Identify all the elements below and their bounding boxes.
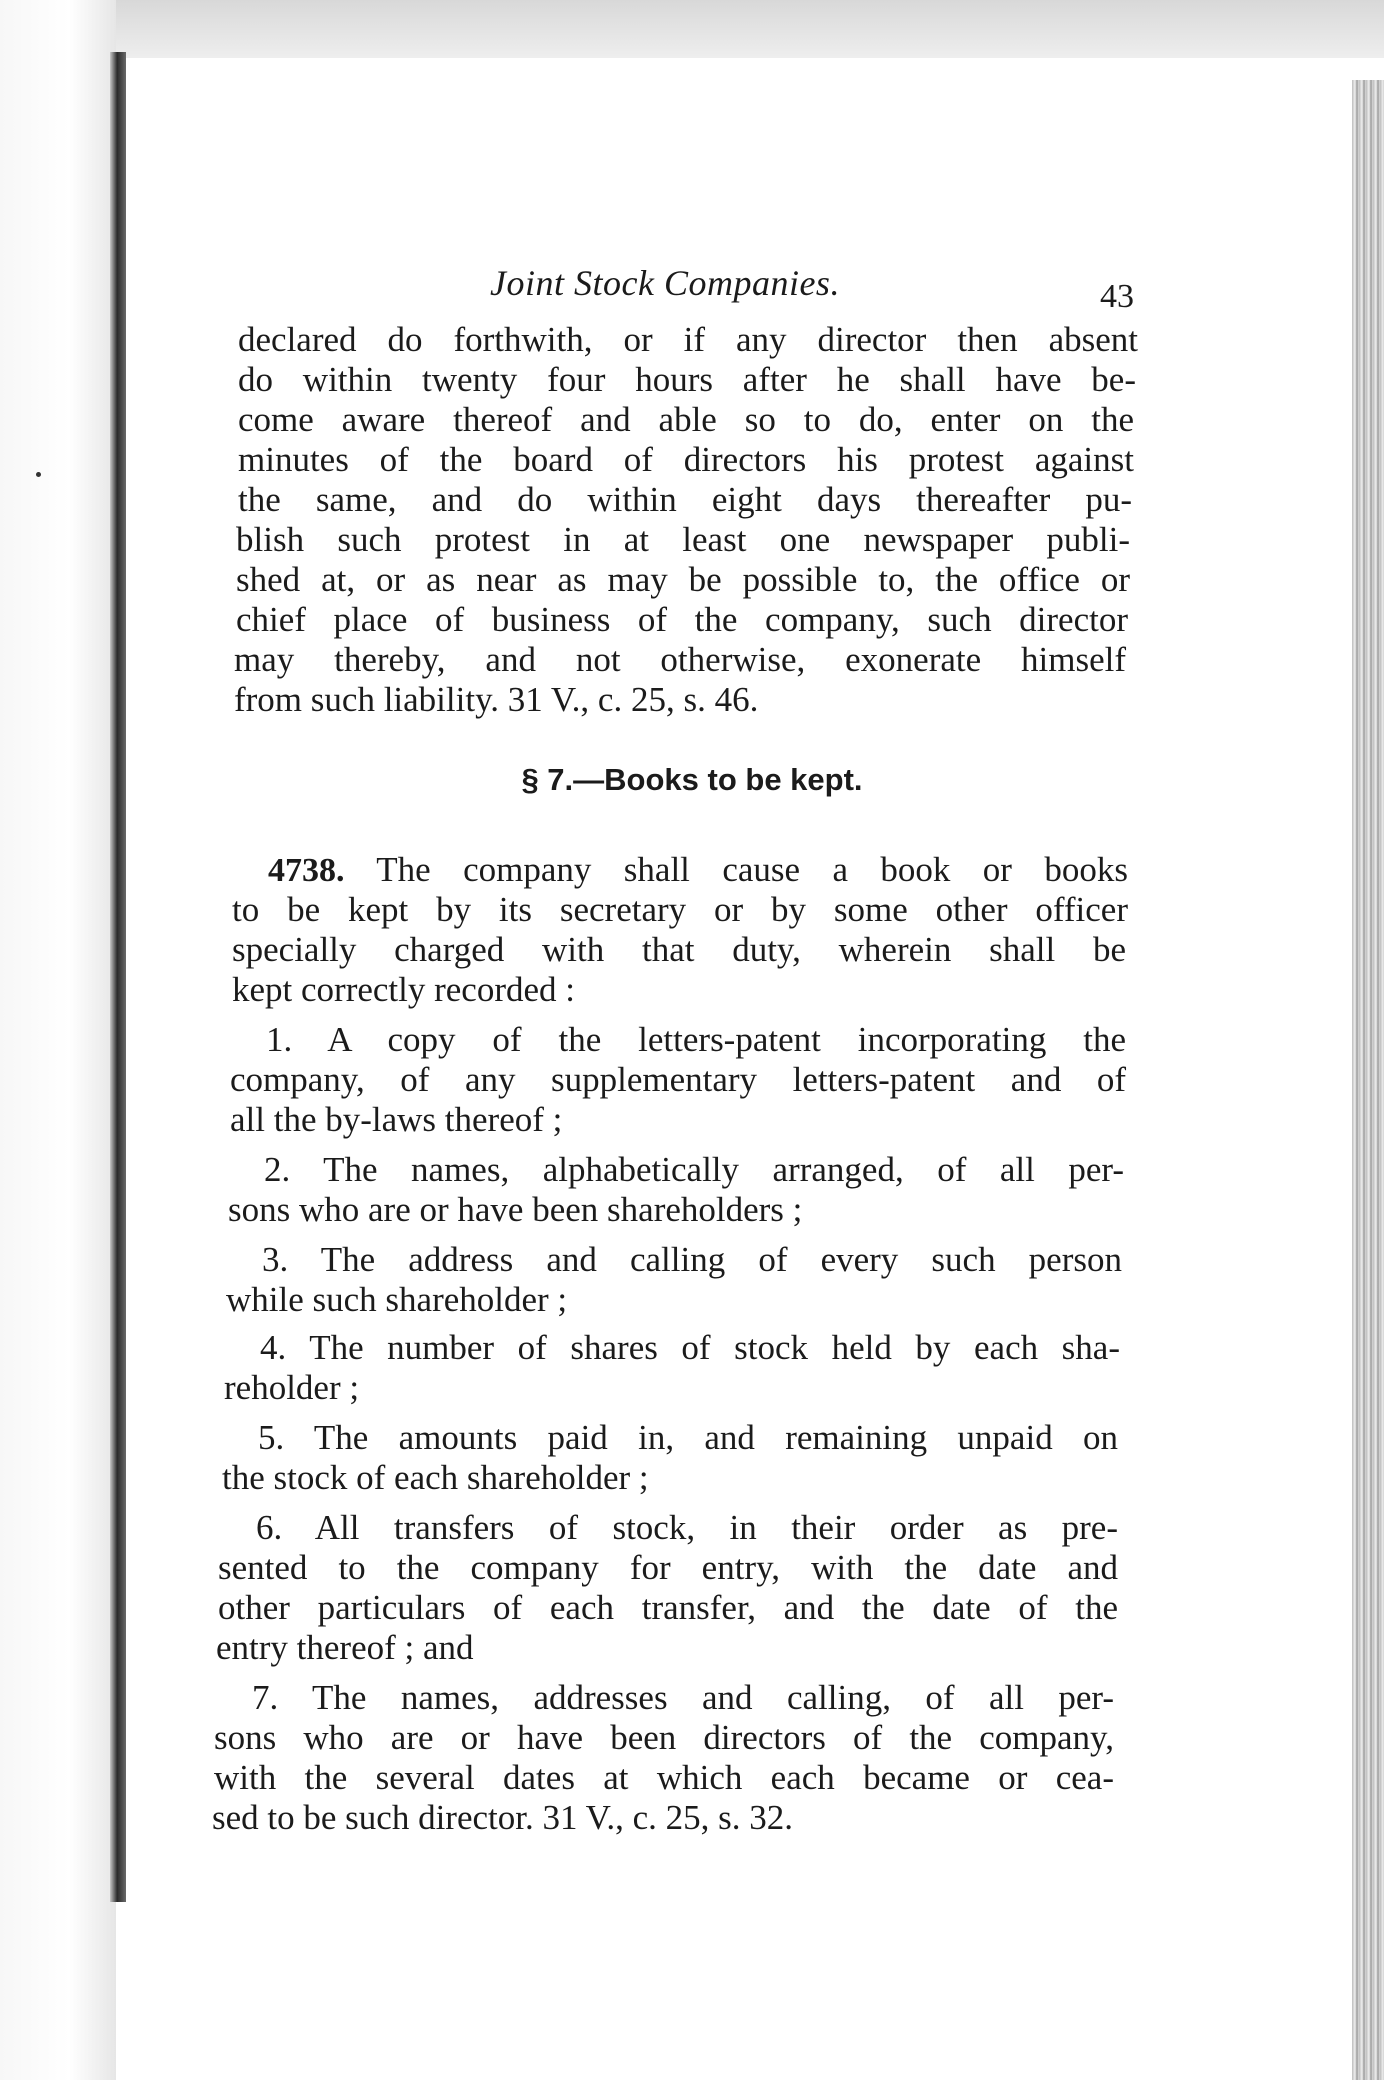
margin-speck — [36, 472, 41, 477]
text-line: specially charged with that duty, wherein shall be — [232, 930, 1126, 969]
page-number: 43 — [1100, 278, 1134, 315]
text-line: 3. The address and calling of every such person — [262, 1240, 1122, 1279]
text-line: the same, and do within eight days thereafter pu- — [238, 480, 1132, 519]
facing-page-margin — [0, 0, 116, 2080]
text-line: blish such protest in at least one newspaper publi- — [236, 520, 1130, 559]
text-line: do within twenty four hours after he shall have be- — [238, 360, 1136, 399]
text-line: the stock of each shareholder ; — [222, 1458, 649, 1497]
text-line: entry thereof ; and — [216, 1628, 474, 1667]
text-line: with the several dates at which each became or cea- — [214, 1758, 1114, 1797]
text-line: declared do forthwith, or if any director then absent — [238, 320, 1138, 359]
page-edge-stack — [1352, 80, 1384, 2080]
text-line: sed to be such director. 31 V., c. 25, s. 32. — [212, 1798, 794, 1837]
text-line: kept correctly recorded : — [232, 970, 576, 1009]
text-line: all the by-laws thereof ; — [230, 1100, 563, 1139]
article-first-line — [268, 852, 1128, 888]
text-line: 2. The names, alphabetically arranged, of all per- — [264, 1150, 1124, 1189]
text-line: sented to the company for entry, with the date and — [218, 1548, 1118, 1587]
scan-top-border — [0, 0, 1384, 58]
text-line: other particulars of each transfer, and the date of the — [218, 1588, 1118, 1627]
text-line: sons who are or have been directors of the company, — [214, 1718, 1114, 1757]
book-gutter — [110, 52, 126, 1902]
text-line: 7. The names, addresses and calling, of all per- — [252, 1678, 1114, 1717]
text-line: to be kept by its secretary or by some other officer — [232, 890, 1128, 929]
article-number: 4738. — [268, 852, 345, 889]
article-first-line-text: The company shall cause a book or books — [376, 850, 1128, 889]
text-line: chief place of business of the company, such director — [236, 600, 1128, 639]
text-line: minutes of the board of directors his protest against — [238, 440, 1134, 479]
text-line: 4. The number of shares of stock held by each sha- — [260, 1328, 1120, 1367]
text-line: reholder ; — [224, 1368, 360, 1407]
text-line: may thereby, and not otherwise, exonerate himself — [234, 640, 1126, 679]
text-line: 6. All transfers of stock, in their order as pre- — [256, 1508, 1118, 1547]
text-line: sons who are or have been shareholders ; — [228, 1190, 803, 1229]
text-line: shed at, or as near as may be possible to, the office or — [236, 560, 1130, 599]
text-line: while such shareholder ; — [226, 1280, 568, 1319]
section-heading: § 7.—Books to be kept. — [521, 762, 863, 797]
text-line: from such liability. 31 V., c. 25, s. 46. — [234, 680, 759, 719]
running-head: Joint Stock Companies. — [490, 263, 840, 303]
text-line: 1. A copy of the letters-patent incorporating the — [266, 1020, 1126, 1059]
text-line: 5. The amounts paid in, and remaining unpaid on — [258, 1418, 1118, 1457]
text-line: come aware thereof and able so to do, enter on the — [238, 400, 1134, 439]
text-line: company, of any supplementary letters-patent and of — [230, 1060, 1126, 1099]
